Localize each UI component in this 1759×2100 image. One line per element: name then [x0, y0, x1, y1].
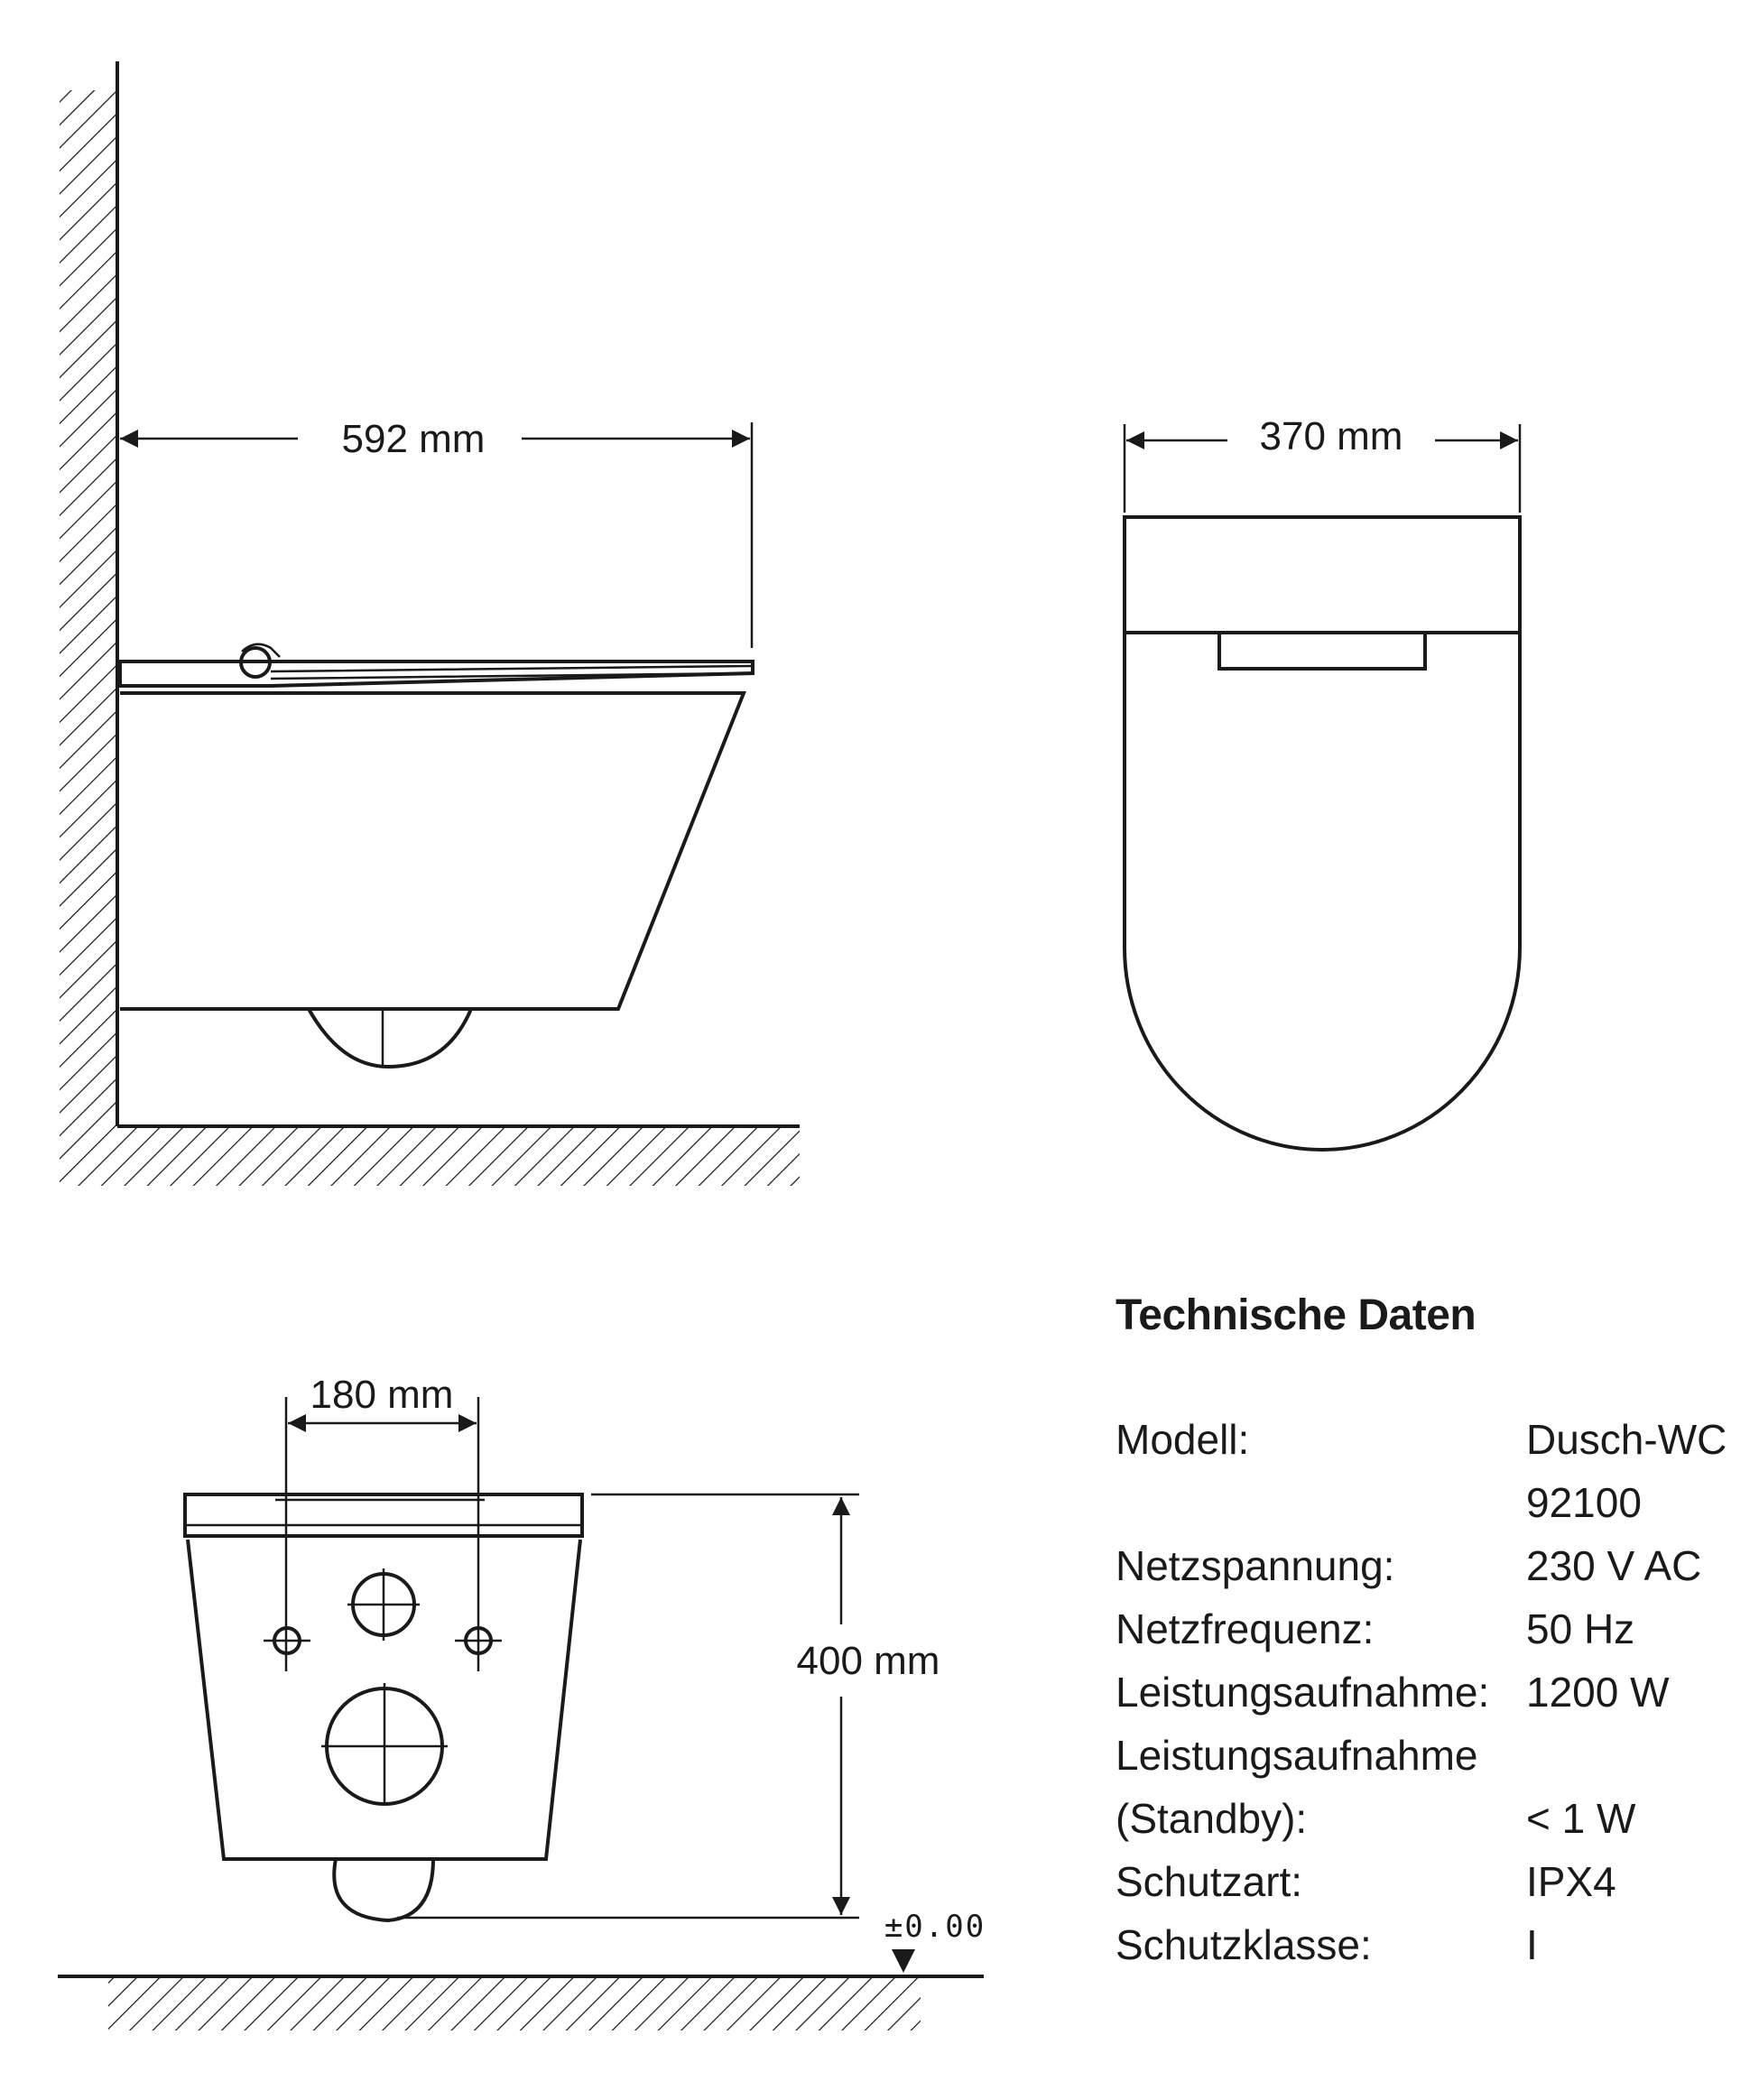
drain-outlet	[321, 1683, 448, 1805]
bowl-side	[120, 693, 744, 1009]
spec-row	[1116, 1597, 1747, 1661]
front-floor-hatch	[108, 1976, 921, 2031]
dim-side-depth-label: 592 mm	[341, 417, 486, 461]
dim-top-width-label: 370 mm	[1259, 414, 1403, 458]
spec-row	[1116, 1408, 1747, 1471]
side-view	[60, 61, 800, 1186]
spec-value: 1200 W	[1526, 1669, 1670, 1716]
spec-row	[1116, 1724, 1747, 1787]
tank-button	[1219, 633, 1425, 669]
spec-row	[1116, 1850, 1747, 1913]
spec-label: (Standby):	[1116, 1795, 1308, 1842]
spec-value: I	[1526, 1921, 1538, 1968]
drain-side	[309, 1009, 471, 1067]
spec-title: Technische Daten	[1116, 1291, 1477, 1339]
spec-row	[1116, 1534, 1747, 1597]
water-inlet	[347, 1568, 420, 1641]
spec-label: Modell:	[1116, 1416, 1250, 1463]
spec-label: Netzfrequenz:	[1116, 1605, 1375, 1652]
spec-row	[1116, 1787, 1747, 1850]
spec-value: 92100	[1526, 1479, 1642, 1526]
spec-label: Netzspannung:	[1116, 1542, 1395, 1589]
spec-value: Dusch-WC	[1526, 1416, 1727, 1463]
spec-label: Schutzart:	[1116, 1858, 1303, 1905]
tank-box	[1125, 517, 1520, 633]
spec-row	[1116, 1913, 1747, 1976]
spec-label	[1116, 1471, 1526, 1534]
front-view	[58, 1373, 986, 2031]
spec-table	[1116, 1291, 1747, 1976]
bowl-outline	[1125, 633, 1520, 1150]
floor-level-label: ±0.00	[884, 1909, 986, 1945]
front-drain	[334, 1859, 433, 1920]
spec-label: Leistungsaufnahme:	[1116, 1669, 1490, 1716]
floor-hatch	[60, 1126, 800, 1186]
spec-value: 50 Hz	[1526, 1605, 1635, 1652]
spec-label: Leistungsaufnahme	[1116, 1732, 1478, 1779]
dim-front-height-label: 400 mm	[796, 1639, 940, 1683]
spec-label: Schutzklasse:	[1116, 1921, 1372, 1968]
spec-value: 230 V AC	[1526, 1542, 1702, 1589]
spec-row	[1116, 1661, 1747, 1724]
spec-value: < 1 W	[1526, 1795, 1636, 1842]
level-marker	[892, 1949, 915, 1973]
top-view	[1125, 414, 1520, 1150]
wall-hatch	[60, 90, 117, 1126]
dim-front-spacing-label: 180 mm	[310, 1373, 454, 1417]
spec-value: IPX4	[1526, 1858, 1616, 1905]
spec-row	[1116, 1471, 1747, 1534]
